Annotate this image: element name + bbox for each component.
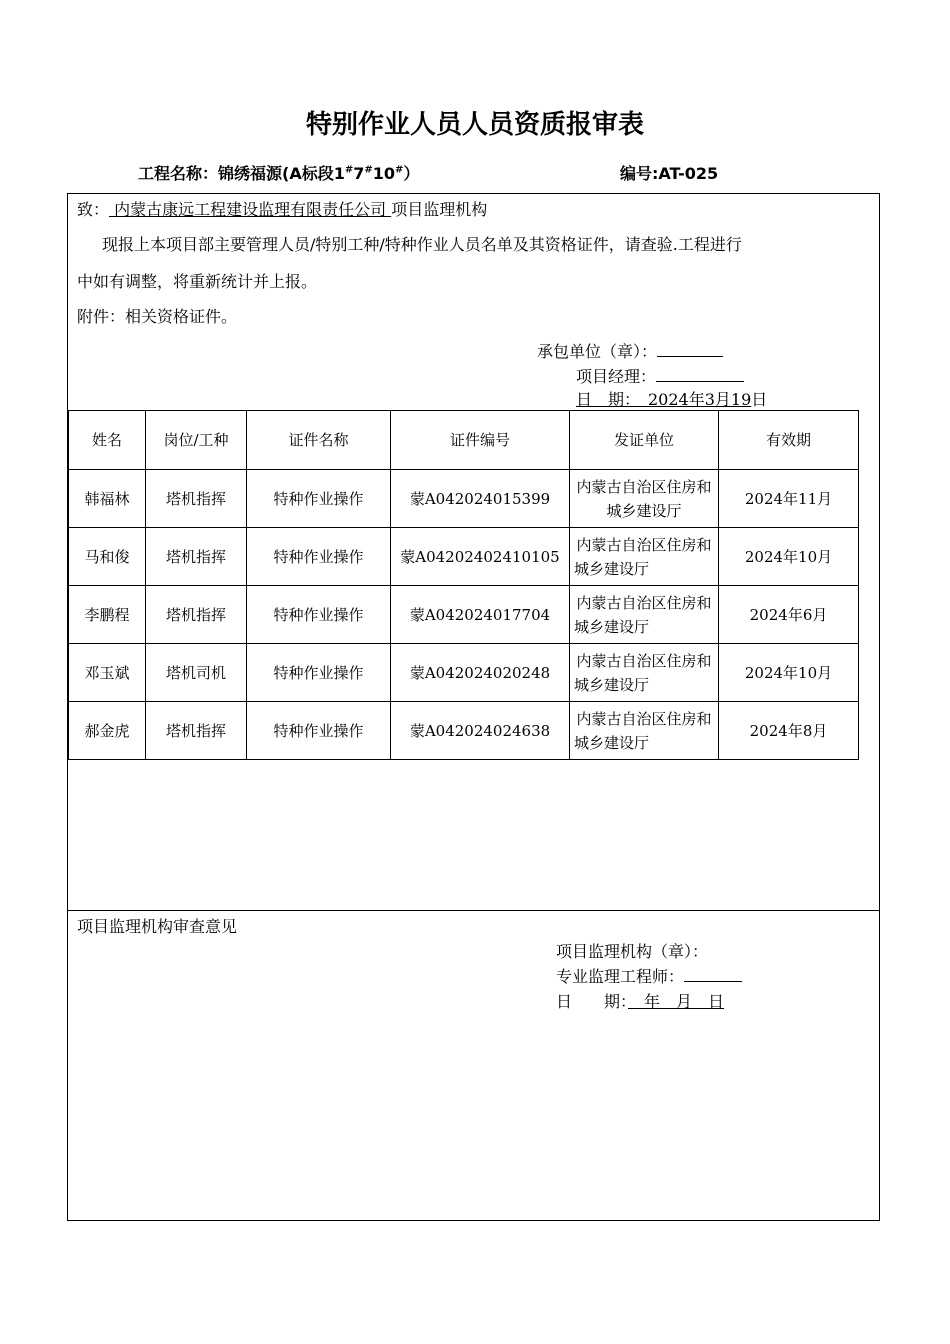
cell-post: 塔机司机: [146, 644, 247, 702]
addressee: 致： 内蒙古康远工程建设监理有限责任公司 项目监理机构: [77, 200, 488, 219]
header-cert-name: 证件名称: [247, 411, 391, 470]
review-seal: 项目监理机构（章）：: [556, 942, 709, 961]
attachment-note: 附件：相关资格证件。: [77, 307, 238, 326]
header-post: 岗位/工种: [146, 411, 247, 470]
cell-name: 邓玉斌: [69, 644, 146, 702]
table-row: [69, 702, 859, 760]
cell-name: 韩福林: [69, 470, 146, 528]
cell-issuer: 内蒙古自治区住房和城乡建设厅: [570, 702, 719, 760]
review-heading: 项目监理机构审查意见: [77, 917, 238, 936]
cell-issuer: 内蒙古自治区住房和城乡建设厅: [570, 644, 719, 702]
cell-name: 马和俊: [69, 528, 146, 586]
cell-cert-name: 特种作业操作: [247, 644, 391, 702]
header-issuer: 发证单位: [570, 411, 719, 470]
cell-issuer: 内蒙古自治区住房和城乡建设厅: [570, 470, 719, 528]
cell-post: 塔机指挥: [146, 702, 247, 760]
cell-issuer: 内蒙古自治区住房和城乡建设厅: [570, 586, 719, 644]
project-label: 工程名称：: [138, 164, 219, 183]
cell-validity: 2024年11月: [719, 470, 859, 528]
section-divider: [67, 910, 880, 911]
cell-cert-name: 特种作业操作: [247, 586, 391, 644]
table-row: [69, 586, 859, 644]
body-line-2: 中如有调整，将重新统计并上报。: [77, 272, 318, 291]
personnel-table: [68, 410, 859, 760]
review-engineer-blank: [684, 967, 742, 982]
cell-cert-no: 蒙A042024020248: [391, 644, 570, 702]
contractor-seal-blank: [657, 342, 723, 357]
cell-issuer: 内蒙古自治区住房和城乡建设厅: [570, 528, 719, 586]
cell-post: 塔机指挥: [146, 470, 247, 528]
document-number: 编号:AT-025: [620, 164, 719, 183]
cell-cert-name: 特种作业操作: [247, 702, 391, 760]
page-title: 特别作业人员人员资质报审表: [305, 110, 644, 140]
cell-cert-no: 蒙A04202402410105: [391, 528, 570, 586]
cell-cert-name: 特种作业操作: [247, 528, 391, 586]
table-row: [69, 644, 859, 702]
table-row: [69, 470, 859, 528]
header-name: 姓名: [69, 411, 146, 470]
supervisor-org: 内蒙古康远工程建设监理有限责任公司: [109, 200, 392, 219]
body-line-1: 现报上本项目部主要管理人员/特别工种/特种作业人员名单及其资格证件，请查验.工程进行: [102, 235, 742, 254]
project-manager: 项目经理：: [576, 364, 744, 387]
cell-post: 塔机指挥: [146, 586, 247, 644]
header-cert-no: 证件编号: [391, 411, 570, 470]
cell-post: 塔机指挥: [146, 528, 247, 586]
cell-cert-no: 蒙A042024024638: [391, 702, 570, 760]
project-manager-blank: [656, 367, 744, 382]
cell-validity: 2024年10月: [719, 644, 859, 702]
table-header-row: [69, 411, 859, 470]
table-row: [69, 528, 859, 586]
cell-validity: 2024年10月: [719, 528, 859, 586]
cell-cert-no: 蒙A042024015399: [391, 470, 570, 528]
contractor-date: 日 期： 2024年3月19日: [576, 390, 768, 409]
review-engineer: 专业监理工程师：: [556, 964, 742, 987]
cell-name: 郝金虎: [69, 702, 146, 760]
header-validity: 有效期: [719, 411, 859, 470]
cell-name: 李鹏程: [69, 586, 146, 644]
cell-cert-name: 特种作业操作: [247, 470, 391, 528]
review-date: 日 期： 年 月 日: [556, 992, 725, 1011]
cell-validity: 2024年8月: [719, 702, 859, 760]
contractor-seal: 承包单位（章）：: [537, 339, 723, 362]
cell-validity: 2024年6月: [719, 586, 859, 644]
project-name: 工程名称：锦绣福源(A标段1#7#10#）: [138, 164, 420, 183]
cell-cert-no: 蒙A042024017704: [391, 586, 570, 644]
